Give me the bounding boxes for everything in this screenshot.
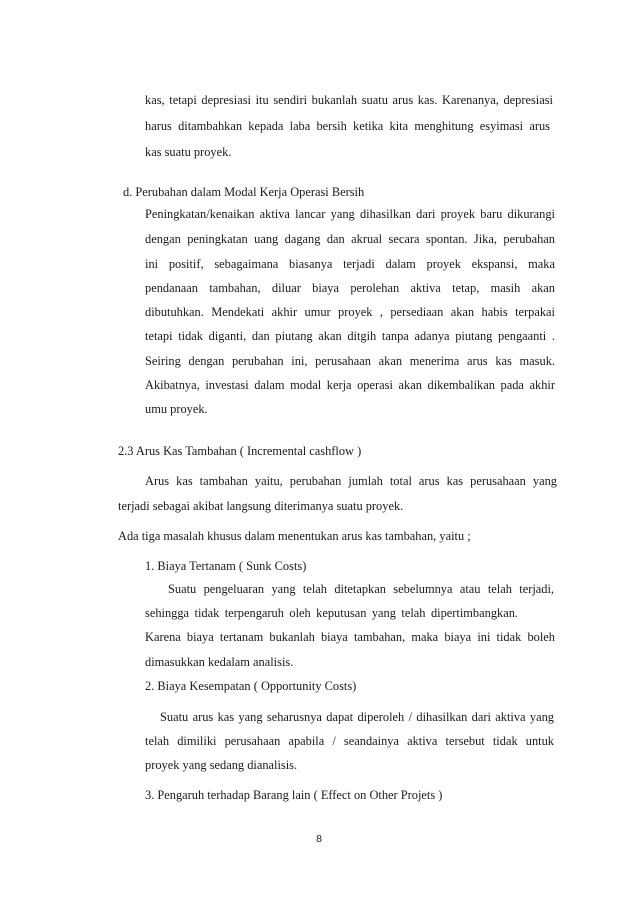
body-line: Arus kas tambahan yaitu, perubahan jumlah total arus kas perusahaan yang [145, 474, 557, 488]
body-line: harus ditambahkan kepada laba bersih ketika kita menghitung esyimasi arus [145, 119, 550, 133]
body-line: Suatu pengeluaran yang telah ditetapkan sebelumnya atau telah terjadi, [168, 582, 554, 596]
list-item-title: 3. Pengaruh terhadap Barang lain ( Effect on Other Projets ) [145, 788, 443, 802]
list-item-title: 2. Biaya Kesempatan ( Opportunity Costs) [145, 679, 357, 693]
body-line: ini positif, sebagaimana biasanya terjadi dalam proyek ekspansi, maka [145, 257, 555, 271]
body-line: kas, tetapi depresiasi itu sendiri bukanlah suatu arus kas. Karenanya, depresiasi [145, 93, 553, 107]
body-line: dimasukkan kedalam analisis. [145, 655, 294, 669]
body-line: pendanaan tambahan, diluar biaya perolehan aktiva tetap, masih akan [145, 281, 555, 295]
body-line: Suatu arus kas yang seharusnya dapat diperoleh / dihasilkan dari aktiva yang [160, 710, 554, 724]
body-line: dengan peningkatan uang dagang dan akrual secara spontan. Jika, perubahan [145, 232, 555, 246]
body-line: Akibatnya, investasi dalam modal kerja operasi akan dikembalikan pada akhir [145, 378, 555, 392]
body-line: terjadi sebagai akibat langsung diterimanya suatu proyek. [118, 499, 404, 513]
body-line: tetapi tidak diganti, dan piutang akan ditgih tanpa adanya piutang pengaanti . [145, 329, 555, 343]
body-line: telah dimiliki perusahaan apabila / seandainya aktiva tersebut tidak untuk [145, 734, 554, 748]
page-number: 8 [316, 833, 322, 845]
body-line: Karena biaya tertanam bukanlah biaya tambahan, maka biaya ini tidak boleh [145, 630, 555, 644]
list-item-title: 1. Biaya Tertanam ( Sunk Costs) [145, 559, 307, 573]
body-line: Ada tiga masalah khusus dalam menentukan arus kas tambahan, yaitu ; [118, 529, 471, 543]
section-heading: d. Perubahan dalam Modal Kerja Operasi Bersih [123, 185, 365, 199]
section-heading: 2.3 Arus Kas Tambahan ( Incremental cashflow ) [118, 444, 362, 458]
body-line: Seiring dengan perubahan ini, perusahaan akan menerima arus kas masuk. [145, 354, 555, 368]
body-line: proyek yang sedang dianalisis. [145, 758, 298, 772]
body-line: kas suatu proyek. [145, 145, 232, 159]
body-line: Peningkatan/kenaikan aktiva lancar yang dihasilkan dari proyek baru dikurangi [145, 207, 555, 221]
body-line: dibutuhkan. Mendekati akhir umur proyek , persediaan akan habis terpakai [145, 305, 555, 319]
body-line: umu proyek. [145, 402, 208, 416]
body-line: sehingga tidak terpengaruh oleh keputusan yang telah dipertimbangkan. [145, 606, 518, 620]
